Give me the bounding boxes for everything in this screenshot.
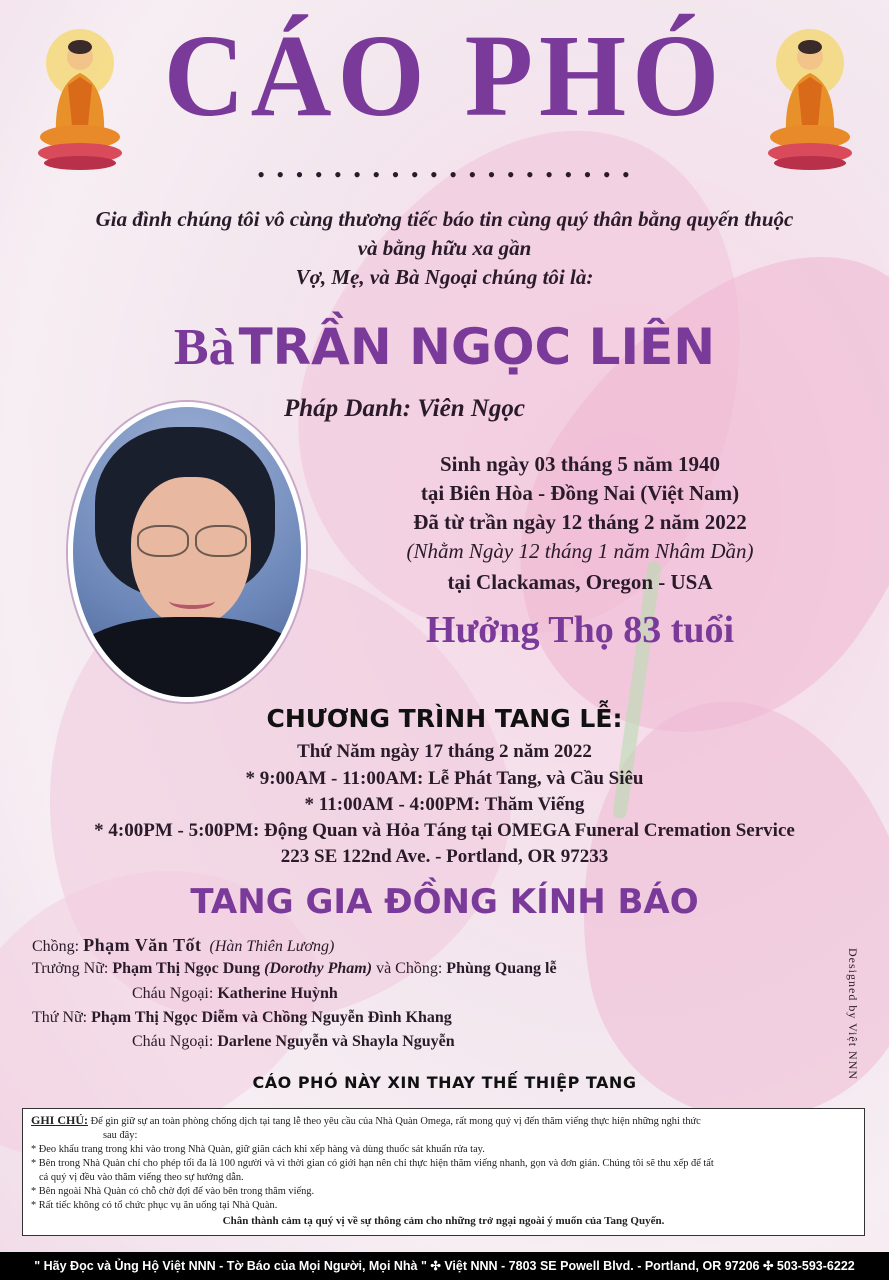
dot-divider: • • • • • • • • • • • • • • • • • • • • — [257, 162, 633, 187]
full-name: TRẦN NGỌC LIÊN — [238, 318, 716, 376]
dharma-name: Pháp Danh: Viên Ngọc — [284, 395, 526, 422]
page-title: CÁO PHÓ — [163, 10, 726, 142]
family-row-eldest-daughter: Trưởng Nữ: Phạm Thị Ngọc Dung (Dorothy Pham) và Chồng: Phùng Quang lễ — [32, 960, 557, 977]
program-date: Thứ Năm ngày 17 tháng 2 năm 2022 — [297, 741, 592, 762]
lunar-death-date: (Nhằm Ngày 12 tháng 1 năm Nhâm Dần) — [406, 539, 754, 563]
note-box — [22, 1108, 865, 1236]
family-row-husband: Chồng: Phạm Văn Tốt (Hàn Thiên Lương) — [32, 935, 335, 955]
note-item: * Rất tiếc không có tổ chức phục vụ ăn uống tại Nhà Quàn. — [31, 1200, 278, 1211]
note-item: * Bên ngoài Nhà Quàn có chỗ chờ đợi để vào bên trong thăm viếng. — [31, 1186, 315, 1197]
intro-line-1: Gia đình chúng tôi vô cùng thương tiếc báo tin cùng quý thân bằng quyến thuộc — [95, 207, 794, 231]
family-row-grandchild: Cháu Ngoại: Katherine Huỳnh — [132, 985, 338, 1002]
birth-date: Sinh ngày 03 tháng 5 năm 1940 — [439, 452, 721, 476]
note-intro-cont: sau đây: — [103, 1130, 138, 1141]
note-intro: GHI CHÚ: Để gìn giữ sự an toàn phòng chống dịch tại tang lễ theo yêu cầu của Nhà Quàn Omega, rất mong quý vị đến thăm viếng thực hiện những nghi thức — [31, 1113, 701, 1127]
designer-credit: Designed by Việt NNN — [846, 948, 860, 1081]
death-place: tại Clackamas, Oregon - USA — [447, 570, 713, 594]
note-item: * Bên trong Nhà Quàn chỉ cho phép tối đa là 100 người và vì thời gian có giới hạn nên chỉ thực hiện thăm viếng nhanh, gọn và đơn giản. Chúng tôi sẽ thu xếp để tất — [31, 1158, 714, 1169]
program-address: 223 SE 122nd Ave. - Portland, OR 97233 — [280, 846, 609, 867]
note-item: * Đeo khẩu trang trong khi vào trong Nhà Quàn, giữ giãn cách khi xếp hàng và dùng thuốc sát khuẩn rửa tay. — [31, 1144, 485, 1155]
portrait-photo — [68, 402, 306, 702]
family-announce-heading: TANG GIA ĐỒNG KÍNH BÁO — [190, 882, 699, 922]
family-row-second-daughter: Thứ Nữ: Phạm Thị Ngọc Diễm và Chồng Nguyễn Đình Khang — [32, 1009, 452, 1026]
program-item: * 9:00AM - 11:00AM: Lễ Phát Tang, và Cầu Siêu — [245, 768, 644, 789]
program-title: CHƯƠNG TRÌNH TANG LỄ: — [266, 704, 623, 733]
deceased-name — [0, 318, 889, 377]
program-item: * 4:00PM - 5:00PM: Động Quan và Hỏa Táng tại OMEGA Funeral Cremation Service — [94, 820, 795, 841]
intro-line-3: Vợ, Mẹ, và Bà Ngoại chúng tôi là: — [295, 265, 594, 289]
replacement-notice: CÁO PHÓ NÀY XIN THAY THẾ THIỆP TANG — [252, 1073, 637, 1092]
program-item: * 11:00AM - 4:00PM: Thăm Viếng — [304, 794, 585, 815]
death-date: Đã từ trần ngày 12 tháng 2 năm 2022 — [413, 510, 747, 534]
family-row-grandchildren: Cháu Ngoại: Darlene Nguyễn và Shayla Nguyễn — [132, 1033, 455, 1050]
note-item-cont: cả quý vị đều vào thăm viếng theo sự hướng dẫn. — [39, 1172, 244, 1183]
footer-bar: " Hãy Đọc và Ủng Hộ Việt NNN - Tờ Báo của Mọi Người, Mọi Nhà " ✣ Việt NNN - 7803 SE Powell Blvd. - Portland, OR 97206 ✣ 503-593-6222 — [0, 1252, 889, 1280]
age-at-death: Hưởng Thọ 83 tuổi — [425, 609, 735, 651]
birth-place: tại Biên Hòa - Đồng Nai (Việt Nam) — [420, 481, 740, 505]
honorific: Bà — [173, 319, 235, 376]
note-thanks: Chân thành cảm tạ quý vị về sự thông cảm cho những trở ngại ngoài ý muốn của Tang Quyến. — [222, 1215, 665, 1227]
intro-line-2: và bằng hữu xa gần — [357, 236, 532, 260]
